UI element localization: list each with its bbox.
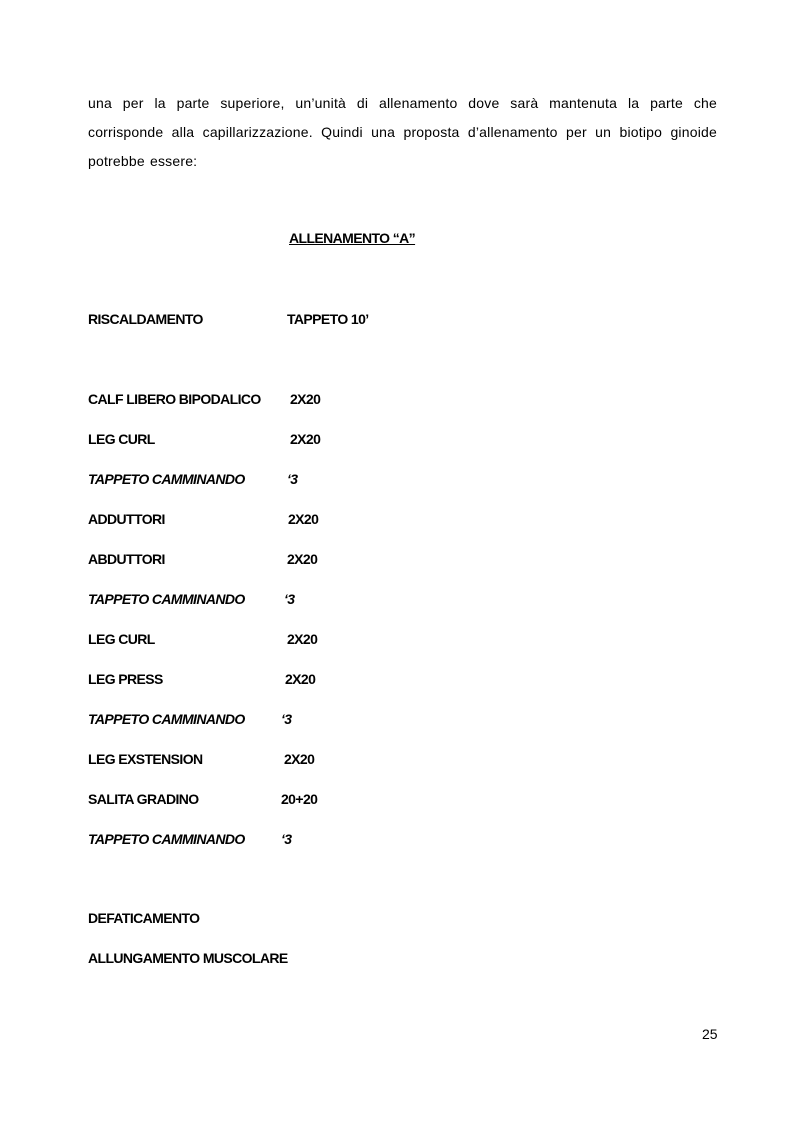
warmup-label: RISCALDAMENTO bbox=[88, 311, 203, 327]
exercise-name: TAPPETO CAMMINANDO bbox=[88, 591, 245, 607]
exercise-sets: ‘3 bbox=[287, 471, 298, 487]
exercise-sets: 2X20 bbox=[287, 551, 318, 567]
exercise-name: LEG PRESS bbox=[88, 671, 163, 687]
workout-title: ALLENAMENTO “A” bbox=[289, 230, 416, 246]
exercise-sets: ‘3 bbox=[284, 591, 295, 607]
exercise-name: TAPPETO CAMMINANDO bbox=[88, 711, 245, 727]
page-number: 25 bbox=[702, 1026, 718, 1042]
exercise-name: LEG CURL bbox=[88, 431, 155, 447]
exercise-sets: ‘3 bbox=[281, 711, 292, 727]
exercise-sets: 2X20 bbox=[285, 671, 316, 687]
exercise-sets: 2X20 bbox=[290, 391, 321, 407]
exercise-sets: 2X20 bbox=[288, 511, 319, 527]
exercise-name: TAPPETO CAMMINANDO bbox=[88, 831, 245, 847]
intro-paragraph: una per la parte superiore, un’unità di allenamento dove sarà mantenuta la parte che corrisponde alla capillarizzazione. Quindi una proposta d’allenamento per un biotipo ginoide potrebbe essere: bbox=[88, 95, 717, 169]
exercise-name: ADDUTTORI bbox=[88, 511, 165, 527]
exercise-name: SALITA GRADINO bbox=[88, 791, 199, 807]
exercise-sets: 20+20 bbox=[281, 791, 318, 807]
exercise-sets: 2X20 bbox=[284, 751, 315, 767]
exercise-name: TAPPETO CAMMINANDO bbox=[88, 471, 245, 487]
exercise-sets: 2X20 bbox=[287, 631, 318, 647]
stretching-label: ALLUNGAMENTO MUSCOLARE bbox=[88, 950, 288, 966]
exercise-name: ABDUTTORI bbox=[88, 551, 165, 567]
cooldown-label: DEFATICAMENTO bbox=[88, 910, 200, 926]
exercise-name: LEG CURL bbox=[88, 631, 155, 647]
exercise-sets: ‘3 bbox=[281, 831, 292, 847]
exercise-name: CALF LIBERO BIPODALICO bbox=[88, 391, 261, 407]
exercise-name: LEG EXSTENSION bbox=[88, 751, 203, 767]
warmup-value: TAPPETO 10’ bbox=[287, 311, 369, 327]
exercise-sets: 2X20 bbox=[290, 431, 321, 447]
